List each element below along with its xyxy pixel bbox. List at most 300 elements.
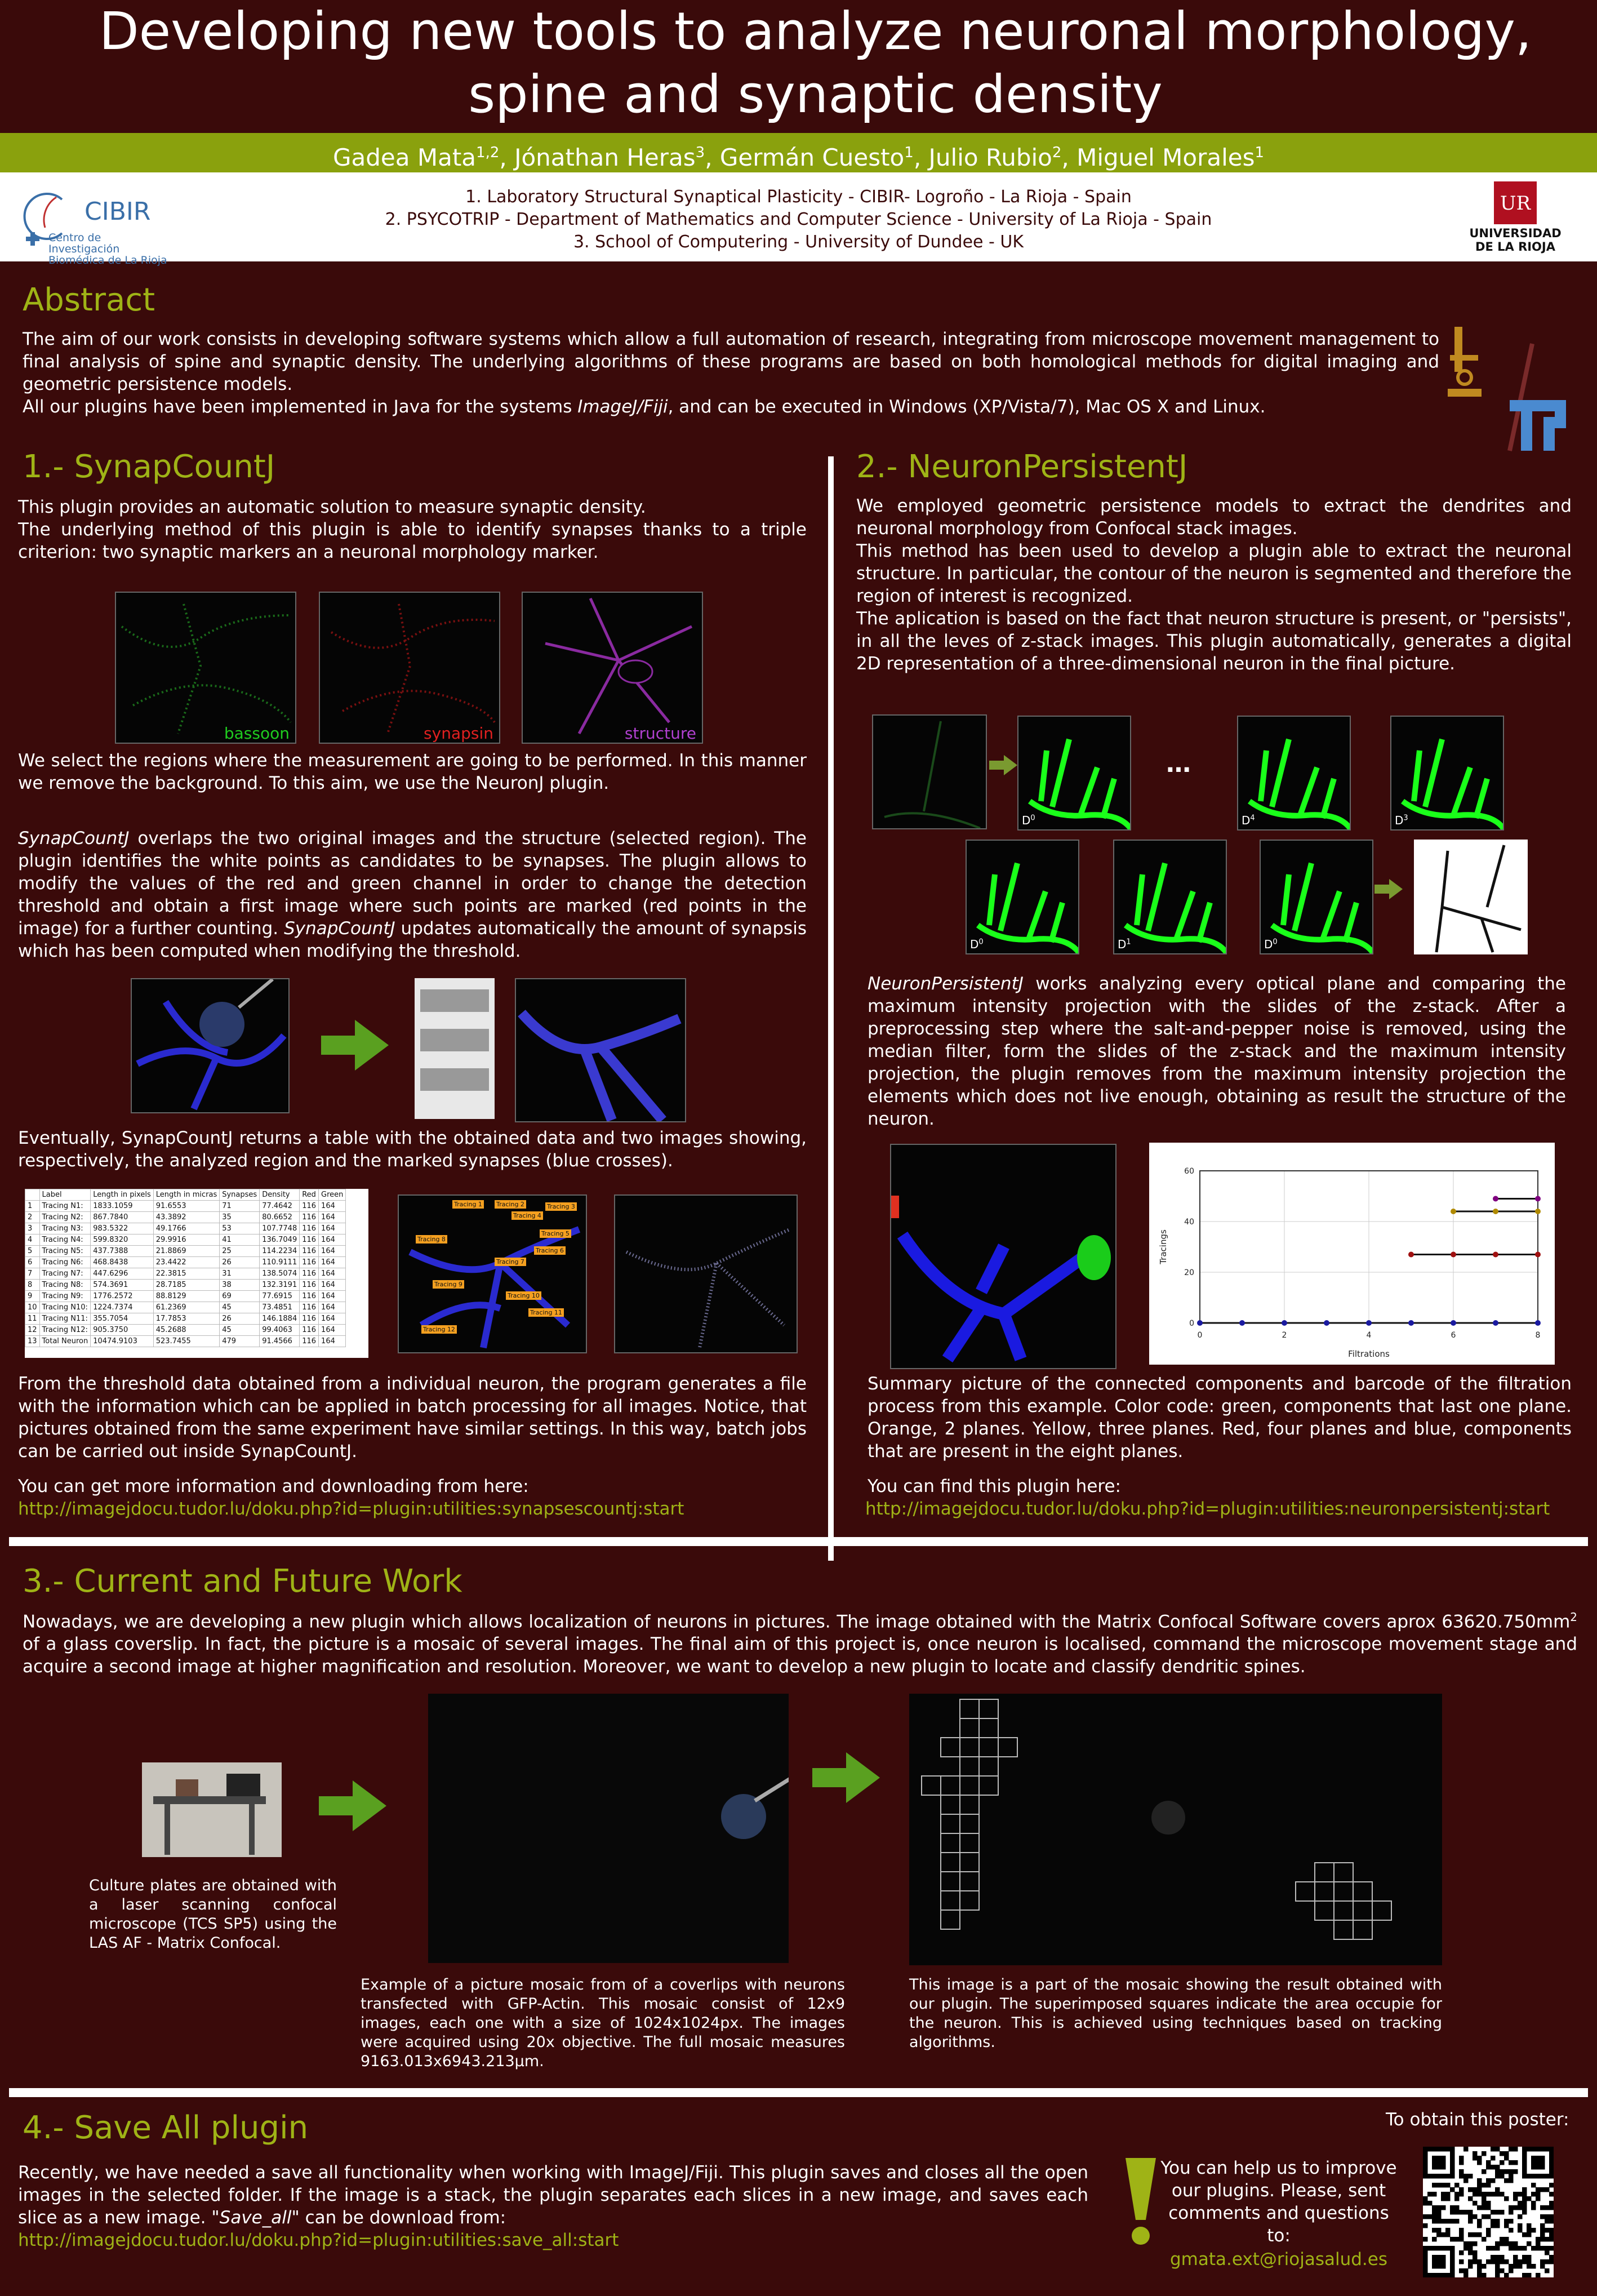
s1-p4: SynapCountJ overlaps the two original images and the structure (selected region). The plugin identifies the white points as candidates to be synapses. The plugin allows to modify the values of the red and green channel in order to change the detection threshold and obtain a first image where such points are marked (red points in the image) for a further counting. SynapCountJ updates automatically the amount of synapsis which has been computed when modifying the threshold. bbox=[18, 828, 807, 961]
table-cell: 80.6652 bbox=[260, 1212, 300, 1223]
abstract-p2: All our plugins have been implemented in Java for the systems ImageJ/Fiji, and can be executed in Windows (XP/Vista/7), Mac OS X and Linux. bbox=[23, 397, 1266, 417]
table-cell: 45 bbox=[220, 1302, 260, 1313]
table-cell: 164 bbox=[319, 1201, 346, 1212]
synapsin-image bbox=[319, 592, 500, 744]
grid-square bbox=[941, 1853, 960, 1872]
table-header-row bbox=[25, 1189, 346, 1201]
neuronpersistentj-link[interactable]: http://imagejdocu.tudor.lu/doku.php?id=plugin:utilities:neuronpersistentj:start bbox=[865, 1499, 1550, 1519]
table-cell: 116 bbox=[300, 1336, 319, 1347]
table-cell: Tracing N12: bbox=[39, 1325, 91, 1336]
grid-square bbox=[941, 1872, 960, 1891]
grid-square bbox=[960, 1776, 979, 1795]
s3-cap1: Culture plates are obtained with a laser scanning confocal microscope (TCS SP5) using the LAS AF - Matrix Confocal. bbox=[89, 1877, 337, 1952]
table-cell: 116 bbox=[300, 1212, 319, 1223]
table-cell: 116 bbox=[300, 1313, 319, 1325]
table-cell: 983.5322 bbox=[91, 1223, 154, 1234]
grid-square bbox=[1334, 1920, 1353, 1939]
grid-square bbox=[960, 1833, 979, 1853]
table-cell: 26 bbox=[220, 1257, 260, 1268]
table-cell: 107.7748 bbox=[260, 1223, 300, 1234]
neuron-cluster bbox=[1151, 1801, 1185, 1835]
mosaic-image bbox=[428, 1694, 789, 1963]
tracing-image bbox=[398, 1194, 587, 1353]
table-cell: 5 bbox=[25, 1246, 40, 1257]
s1-p5: Eventually, SynapCountJ returns a table with the obtained data and two images showing, respectively, the analyzed region and the marked synapses (blue crosses). bbox=[18, 1128, 807, 1171]
table-cell: 136.7049 bbox=[260, 1234, 300, 1246]
barcode-point bbox=[1408, 1252, 1414, 1258]
crescent-icon bbox=[1136, 749, 1158, 772]
neuron-structure-result bbox=[1414, 840, 1528, 954]
s3-cap2: Example of a picture mosaic from of a coverlips with neurons transfected with GFP-Actin. This mosaic consist of 12x9 images, each one with a size of 1024x1024px. The images were acquired using 20x objective. The full mosaic measures 9163.013x6943.213μm. bbox=[361, 1976, 845, 2070]
crescent-icon bbox=[1234, 873, 1256, 896]
table-cell: 13 bbox=[25, 1336, 40, 1347]
green-slider[interactable] bbox=[420, 1029, 489, 1051]
table-cell: Tracing N5: bbox=[39, 1246, 91, 1257]
divider-2 bbox=[9, 2088, 1588, 2097]
section4-heading: 4.- Save All plugin bbox=[23, 2110, 309, 2146]
table-cell: 71 bbox=[220, 1201, 260, 1212]
persistence-panel bbox=[1260, 840, 1373, 954]
table-cell: 138.5074 bbox=[260, 1268, 300, 1280]
table-cell: 69 bbox=[220, 1291, 260, 1302]
grid-square bbox=[960, 1891, 979, 1910]
crescent-icon bbox=[1363, 749, 1386, 772]
tracing-tag: Tracing 5 bbox=[540, 1229, 571, 1238]
red-slider[interactable] bbox=[420, 989, 489, 1012]
barcode-point bbox=[1408, 1320, 1414, 1326]
grid-square bbox=[979, 1699, 998, 1718]
table-row bbox=[25, 1291, 346, 1302]
barcode-point bbox=[1282, 1320, 1287, 1326]
grid-square bbox=[941, 1910, 960, 1929]
table-cell: 132.3191 bbox=[260, 1280, 300, 1291]
table-cell: 88.8129 bbox=[153, 1291, 219, 1302]
threshold-result-image bbox=[515, 978, 686, 1122]
section3-heading: 3.- Current and Future Work bbox=[23, 1563, 462, 1600]
table-cell: 164 bbox=[319, 1302, 346, 1313]
grid-square bbox=[941, 1776, 960, 1795]
panel-label: $D^0$ bbox=[1022, 814, 1035, 827]
barcode-point bbox=[1451, 1209, 1456, 1214]
barcode-point bbox=[1493, 1196, 1498, 1202]
persistence-panel bbox=[1390, 716, 1504, 831]
table-cell: 114.2234 bbox=[260, 1246, 300, 1257]
bassoon-image bbox=[115, 592, 296, 744]
affiliation-2: 2. PSYCOTRIP - Department of Mathematics and Computer Science - University of La Rioja - Spain bbox=[385, 210, 1212, 229]
s4-p1: Recently, we have needed a save all functionality when working with ImageJ/Fiji. This plugin saves and closes all the open images in the selected folder. If the image is a stack, the plugin separates each slices in a new image, and saves each slice as a new image. "Save_all" can be download from: bbox=[18, 2162, 1088, 2228]
table-cell: 29.9916 bbox=[153, 1234, 219, 1246]
microscope-fiji-icon bbox=[1448, 321, 1577, 456]
cibir-logo-text: CIBIR bbox=[84, 197, 151, 226]
barcode-point bbox=[1366, 1320, 1372, 1326]
table-cell: Tracing N2: bbox=[39, 1212, 91, 1223]
svg-text:UR: UR bbox=[1500, 192, 1531, 215]
table-cell: 53 bbox=[220, 1223, 260, 1234]
table-row bbox=[25, 1223, 346, 1234]
table-cell: 45 bbox=[220, 1325, 260, 1336]
table-row bbox=[25, 1280, 346, 1291]
barcode-point bbox=[1451, 1252, 1456, 1258]
grid-square bbox=[979, 1757, 998, 1776]
table-cell: 164 bbox=[319, 1234, 346, 1246]
table-header-cell: Red bbox=[300, 1189, 319, 1201]
s1-p3: We select the regions where the measurement are going to be performed. In this manner we remove the background. To this aim, we use the NeuronJ plugin. bbox=[18, 750, 807, 793]
table-cell: 116 bbox=[300, 1325, 319, 1336]
table-cell: 164 bbox=[319, 1280, 346, 1291]
column-divider bbox=[828, 456, 834, 1561]
ellipsis-icon: … bbox=[1166, 749, 1191, 778]
table-row bbox=[25, 1257, 346, 1268]
crescent-icon bbox=[1510, 749, 1532, 772]
table-cell: 26 bbox=[220, 1313, 260, 1325]
table-cell: 25 bbox=[220, 1246, 260, 1257]
table-cell: 23.4422 bbox=[153, 1257, 219, 1268]
table-cell: Tracing N10: bbox=[39, 1302, 91, 1313]
barcode-point bbox=[1535, 1252, 1541, 1258]
panel-label: $D^0$ bbox=[1264, 938, 1278, 951]
arrow-right-icon bbox=[812, 1752, 880, 1803]
grid-square bbox=[1372, 1901, 1391, 1920]
table-cell: Tracing N8: bbox=[39, 1280, 91, 1291]
table-cell: Tracing N11: bbox=[39, 1313, 91, 1325]
grid-square bbox=[979, 1738, 998, 1757]
table-cell: 146.1884 bbox=[260, 1313, 300, 1325]
table-cell: 41 bbox=[220, 1234, 260, 1246]
unirioja-logo bbox=[1459, 178, 1572, 257]
table-cell: 164 bbox=[319, 1268, 346, 1280]
y-tick-label: 20 bbox=[1184, 1268, 1194, 1277]
grid-square bbox=[1353, 1901, 1372, 1920]
barcode-point bbox=[1493, 1209, 1498, 1214]
s1-p2: The underlying method of this plugin is able to identify synapses thanks to a triple criterion: two synaptic markers an a neuronal morphology marker. bbox=[18, 519, 807, 562]
table-row bbox=[25, 1325, 346, 1336]
barcode-point bbox=[1493, 1252, 1498, 1258]
barcode-point bbox=[1451, 1320, 1456, 1326]
section1-heading: 1.- SynapCountJ bbox=[23, 448, 275, 485]
table-cell: 867.7840 bbox=[91, 1212, 154, 1223]
barcode-point bbox=[1535, 1196, 1541, 1202]
table-cell: 73.4851 bbox=[260, 1302, 300, 1313]
table-cell: 17.7853 bbox=[153, 1313, 219, 1325]
table-row bbox=[25, 1302, 346, 1313]
table-header-cell bbox=[25, 1189, 40, 1201]
table-cell: 116 bbox=[300, 1280, 319, 1291]
arrow-right-icon bbox=[319, 1780, 386, 1831]
table-cell: 164 bbox=[319, 1257, 346, 1268]
barcode-point bbox=[1535, 1209, 1541, 1214]
tracing-tag: Tracing 8 bbox=[416, 1235, 447, 1244]
grid-square bbox=[922, 1776, 941, 1795]
table-cell: Tracing N4: bbox=[39, 1234, 91, 1246]
table-header-cell: Green bbox=[319, 1189, 346, 1201]
table-cell: 523.7455 bbox=[153, 1336, 219, 1347]
threshold-dialog[interactable] bbox=[415, 978, 495, 1119]
unirioja-logo-text: UNIVERSIDAD DE LA RIOJA bbox=[1469, 227, 1562, 254]
bassoon-label: bassoon bbox=[224, 724, 290, 743]
grid-square bbox=[979, 1776, 998, 1795]
table-cell: Tracing N3: bbox=[39, 1223, 91, 1234]
unirioja-seal-icon bbox=[1494, 181, 1537, 224]
table-cell: 110.9111 bbox=[260, 1257, 300, 1268]
table-cell: 1833.1059 bbox=[91, 1201, 154, 1212]
grid-square bbox=[960, 1699, 979, 1718]
table-cell: Tracing N1: bbox=[39, 1201, 91, 1212]
grid-square bbox=[1334, 1901, 1353, 1920]
table-cell: 116 bbox=[300, 1246, 319, 1257]
table-cell: 35 bbox=[220, 1212, 260, 1223]
barcode-point bbox=[1535, 1320, 1541, 1326]
table-cell: 61.2369 bbox=[153, 1302, 219, 1313]
crescent-icon bbox=[1087, 873, 1110, 896]
table-cell: 9 bbox=[25, 1291, 40, 1302]
table-row bbox=[25, 1336, 346, 1347]
table-header-cell: Synapses bbox=[220, 1189, 260, 1201]
save-all-link[interactable]: http://imagejdocu.tudor.lu/doku.php?id=plugin:utilities:save_all:start bbox=[18, 2230, 619, 2250]
table-cell: 116 bbox=[300, 1268, 319, 1280]
grid-square bbox=[1334, 1882, 1353, 1901]
table-cell: 574.3691 bbox=[91, 1280, 154, 1291]
s3-cap3: This image is a part of the mosaic showing the result obtained with our plugin. The superimposed squares indicate the area occupie for the neuron. This is achieved using techniques based on tracking algorithms. bbox=[909, 1976, 1442, 2051]
table-cell: 116 bbox=[300, 1302, 319, 1313]
barcode-chart bbox=[1149, 1143, 1555, 1365]
grid-square bbox=[960, 1718, 979, 1738]
x-tick-label: 6 bbox=[1451, 1331, 1456, 1340]
panel-label: $D^0$ bbox=[970, 938, 984, 951]
table-row bbox=[25, 1246, 346, 1257]
arrow-right-icon bbox=[321, 1020, 389, 1071]
overlap-image bbox=[131, 978, 290, 1113]
table-cell: 99.4063 bbox=[260, 1325, 300, 1336]
tracing-tag: Tracing 1 bbox=[452, 1200, 484, 1209]
author: Gadea Mata$^{1,2}$ bbox=[332, 144, 500, 171]
structure-image bbox=[522, 592, 703, 744]
x-axis-label: Filtrations bbox=[1348, 1349, 1390, 1359]
table-row bbox=[25, 1212, 346, 1223]
table-header-cell: Length in micras bbox=[153, 1189, 219, 1201]
grid-square bbox=[941, 1891, 960, 1910]
grid-square bbox=[941, 1738, 960, 1757]
arrow-right-icon bbox=[1374, 879, 1403, 899]
table-row bbox=[25, 1268, 346, 1280]
table-cell: 355.7054 bbox=[91, 1313, 154, 1325]
table-header-cell: Label bbox=[39, 1189, 91, 1201]
table-cell: Tracing N6: bbox=[39, 1257, 91, 1268]
table-cell: 7 bbox=[25, 1268, 40, 1280]
tracing-tag: Tracing 11 bbox=[528, 1308, 564, 1317]
y-tick-label: 40 bbox=[1184, 1218, 1194, 1227]
results-table-container bbox=[25, 1189, 368, 1358]
y-tick-label: 0 bbox=[1189, 1319, 1194, 1328]
s2-p4: NeuronPersistentJ works analyzing every optical plane and comparing the maximum intensity projection with the slides of the z-stack. After a preprocessing step where the salt-and-pepper noise is removed, using the median filter, form the slides of the z-stack and the maximum intensity projection, the plugin removes from the maximum intensity projection the elements which does not live enough, obtaining as result the structure of the neuron. bbox=[868, 974, 1566, 1129]
table-header-cell: Length in pixels bbox=[91, 1189, 154, 1201]
grid-square bbox=[960, 1814, 979, 1833]
s3-p1: Nowadays, we are developing a new plugin which allows localization of neurons in pictures. The image obtained with the Matrix Confocal Software covers aprox $63620.750mm^2$ of a glass coverslip. In fact, the picture is a mosaic of several images. The final aim of this project is, once neuron is localised, command the microscope movement stage and acquire a second image at higher magnification and resolution. Moreover, we want to develop a new plugin to locate and classify dendritic spines. bbox=[23, 1610, 1577, 1677]
table-cell: 43.3892 bbox=[153, 1212, 219, 1223]
qr-code-icon bbox=[1423, 2147, 1554, 2277]
grid-square bbox=[1353, 1882, 1372, 1901]
table-cell: Tracing N7: bbox=[39, 1268, 91, 1280]
contact-email[interactable]: gmata.ext@riojasalud.es bbox=[1169, 2249, 1387, 2270]
tracing-tag: Tracing 9 bbox=[433, 1280, 464, 1289]
s1-p7: You can get more information and downloading from here: bbox=[18, 1476, 529, 1496]
grid-square bbox=[960, 1757, 979, 1776]
synapcountj-link[interactable]: http://imagejdocu.tudor.lu/doku.php?id=plugin:utilities:synapsescountj:start bbox=[18, 1499, 684, 1519]
grid-square bbox=[1315, 1863, 1334, 1882]
grid-square bbox=[1353, 1920, 1372, 1939]
table-cell: 116 bbox=[300, 1257, 319, 1268]
section2-heading: 2.- NeuronPersistentJ bbox=[856, 448, 1188, 485]
affiliations-bar bbox=[0, 172, 1597, 267]
author: Julio Rubio$^2$ bbox=[928, 144, 1062, 171]
barcode-point bbox=[1239, 1320, 1245, 1326]
grid-square bbox=[941, 1833, 960, 1853]
grid-square bbox=[941, 1795, 960, 1814]
table-header-cell: Density bbox=[260, 1189, 300, 1201]
grid-square bbox=[1315, 1882, 1334, 1901]
s2-p5: Summary picture of the connected components and barcode of the filtration process from this example. Color code: green, components that last one plane. Orange, 2 planes. Yellow, three planes. Red, four planes and blue, components that are present in the eight planes. bbox=[868, 1374, 1572, 1462]
table-cell: 164 bbox=[319, 1325, 346, 1336]
table-cell: Tracing N9: bbox=[39, 1291, 91, 1302]
cibir-logo-sub: Centro de Investigación Biomédica de La Rioja bbox=[48, 232, 167, 267]
table-cell: 45.2688 bbox=[153, 1325, 219, 1336]
abstract-heading: Abstract bbox=[23, 282, 155, 318]
table-cell: 164 bbox=[319, 1223, 346, 1234]
persistence-panel bbox=[1237, 716, 1351, 831]
tracing-tag: Tracing 6 bbox=[534, 1246, 566, 1255]
grid-square bbox=[960, 1853, 979, 1872]
s2-p3: The aplication is based on the fact that neuron structure is present, or "persists", in all the leves of z-stack images. This plugin automatically, generates a digital 2D representation of a three-dimensional neuron in the final picture. bbox=[856, 609, 1572, 674]
panel-label: $D^3$ bbox=[1395, 814, 1408, 827]
grid-square bbox=[960, 1795, 979, 1814]
grid-square bbox=[941, 1814, 960, 1833]
table-cell: 8 bbox=[25, 1280, 40, 1291]
table-cell: 116 bbox=[300, 1223, 319, 1234]
table-cell: 3 bbox=[25, 1223, 40, 1234]
table-cell: 1776.2572 bbox=[91, 1291, 154, 1302]
x-tick-label: 8 bbox=[1535, 1331, 1541, 1340]
tracing-tag: Tracing 7 bbox=[495, 1258, 526, 1266]
affiliation-1: 1. Laboratory Structural Synaptical Plasticity - CIBIR- Logroño - La Rioja - Spain bbox=[465, 187, 1132, 207]
tracing-tag: Tracing 2 bbox=[495, 1200, 526, 1209]
grid-square bbox=[1334, 1863, 1353, 1882]
grid-square bbox=[960, 1872, 979, 1891]
table-cell: 10474.9103 bbox=[91, 1336, 154, 1347]
table-cell: 2 bbox=[25, 1212, 40, 1223]
table-cell: 11 bbox=[25, 1313, 40, 1325]
crescent-icon bbox=[1209, 749, 1231, 772]
abstract-p1: The aim of our work consists in developing software systems which allow a full automation of research, integrating from microscope movement management to final analysis of spine and synaptic density. The underlying algorithms of these programs are based on both homological methods for digital imaging and geometric persistence models. bbox=[23, 329, 1439, 394]
author: Germán Cuesto$^1$ bbox=[719, 144, 914, 171]
obtain-poster-text: To obtain this poster: bbox=[1386, 2110, 1569, 2130]
grid-square bbox=[1315, 1901, 1334, 1920]
table-cell: 6 bbox=[25, 1257, 40, 1268]
help-text: You can help us to improve our plugins. Please, sent comments and questions to: bbox=[1160, 2158, 1397, 2246]
table-cell: 10 bbox=[25, 1302, 40, 1313]
affiliation-list bbox=[0, 186, 1597, 254]
x-tick-label: 2 bbox=[1282, 1331, 1287, 1340]
table-cell: 12 bbox=[25, 1325, 40, 1336]
s2-p2: This method has been used to develop a plugin able to extract the neuronal structure. In particular, the contour of the neuron is segmented and therefore the region of interest is recognized. bbox=[856, 541, 1572, 606]
panel-label: $D^1$ bbox=[1118, 938, 1131, 951]
x-tick-label: 0 bbox=[1197, 1331, 1203, 1340]
persistence-panel bbox=[966, 840, 1079, 954]
table-cell: 91.6553 bbox=[153, 1201, 219, 1212]
s1-p6: From the threshold data obtained from a individual neuron, the program generates a file with the information which can be applied in batch processing for all images. Notice, that pictures obtained from the same experiment have similar settings. In this way, batch jobs can be carried out inside SynapCountJ. bbox=[18, 1374, 807, 1462]
structure-label: structure bbox=[624, 724, 696, 743]
table-cell: 21.8869 bbox=[153, 1246, 219, 1257]
table-cell: 164 bbox=[319, 1336, 346, 1347]
table-cell: 22.3815 bbox=[153, 1268, 219, 1280]
author: Miguel Morales$^1$ bbox=[1076, 144, 1265, 171]
barcode-point bbox=[1197, 1320, 1203, 1326]
localization-result-image bbox=[909, 1694, 1442, 1965]
table-cell: 905.3750 bbox=[91, 1325, 154, 1336]
grid-square bbox=[998, 1738, 1017, 1757]
title-line-2: spine and synaptic density bbox=[468, 64, 1163, 125]
tracing-tag: Tracing 3 bbox=[545, 1202, 577, 1211]
table-row bbox=[25, 1234, 346, 1246]
table-cell: 91.4566 bbox=[260, 1336, 300, 1347]
table-cell: 4 bbox=[25, 1234, 40, 1246]
persistence-panel bbox=[1113, 840, 1227, 954]
table-cell: 116 bbox=[300, 1234, 319, 1246]
tracing-tag: Tracing 4 bbox=[511, 1211, 543, 1220]
tracing-tag: Tracing 12 bbox=[421, 1325, 457, 1334]
author: Jónathan Heras$^3$ bbox=[514, 144, 705, 171]
confocal-microscope-photo bbox=[142, 1762, 282, 1857]
grid-square bbox=[979, 1718, 998, 1738]
zstack-input-image bbox=[872, 714, 987, 829]
table-cell: 116 bbox=[300, 1201, 319, 1212]
s1-p1: This plugin provides an automatic solution to measure synaptic density. bbox=[18, 497, 646, 517]
table-cell: 599.8320 bbox=[91, 1234, 154, 1246]
title-line-1: Developing new tools to analyze neuronal morphology, bbox=[99, 1, 1532, 61]
qr-code[interactable] bbox=[1423, 2147, 1554, 2277]
x-tick-label: 4 bbox=[1366, 1331, 1372, 1340]
arrow-right-icon bbox=[989, 755, 1017, 775]
grid-square bbox=[960, 1738, 979, 1757]
blue-slider[interactable] bbox=[420, 1068, 489, 1091]
affiliation-3: 3. School of Computering - University of Dundee - UK bbox=[573, 232, 1024, 252]
table-cell: 479 bbox=[220, 1336, 260, 1347]
table-cell: 164 bbox=[319, 1246, 346, 1257]
marked-synapses-image bbox=[614, 1194, 798, 1353]
table-cell: 164 bbox=[319, 1291, 346, 1302]
tracing-tag: Tracing 10 bbox=[506, 1291, 541, 1300]
table-cell: 468.8438 bbox=[91, 1257, 154, 1268]
table-cell: Total Neuron bbox=[39, 1336, 91, 1347]
results-table bbox=[25, 1189, 346, 1347]
table-cell: 447.6296 bbox=[91, 1268, 154, 1280]
table-row bbox=[25, 1201, 346, 1212]
table-cell: 28.7185 bbox=[153, 1280, 219, 1291]
table-cell: 31 bbox=[220, 1268, 260, 1280]
table-cell: 38 bbox=[220, 1280, 260, 1291]
panel-label: $D^4$ bbox=[1242, 814, 1255, 827]
table-cell: 164 bbox=[319, 1313, 346, 1325]
y-axis-label: Tracings bbox=[1158, 1229, 1168, 1264]
y-tick-label: 60 bbox=[1184, 1167, 1194, 1176]
synapsin-label: synapsin bbox=[424, 724, 493, 743]
barcode-chart-svg bbox=[1149, 1143, 1555, 1365]
s2-p6: You can find this plugin here: bbox=[868, 1476, 1121, 1496]
s2-intro bbox=[856, 495, 1572, 675]
table-cell: 116 bbox=[300, 1291, 319, 1302]
s2-p1: We employed geometric persistence models to extract the dendrites and neuronal morphology from Confocal stack images. bbox=[856, 496, 1572, 539]
crescent-icon bbox=[933, 873, 955, 896]
barcode-point bbox=[1493, 1320, 1498, 1326]
connected-components-image bbox=[890, 1144, 1116, 1369]
